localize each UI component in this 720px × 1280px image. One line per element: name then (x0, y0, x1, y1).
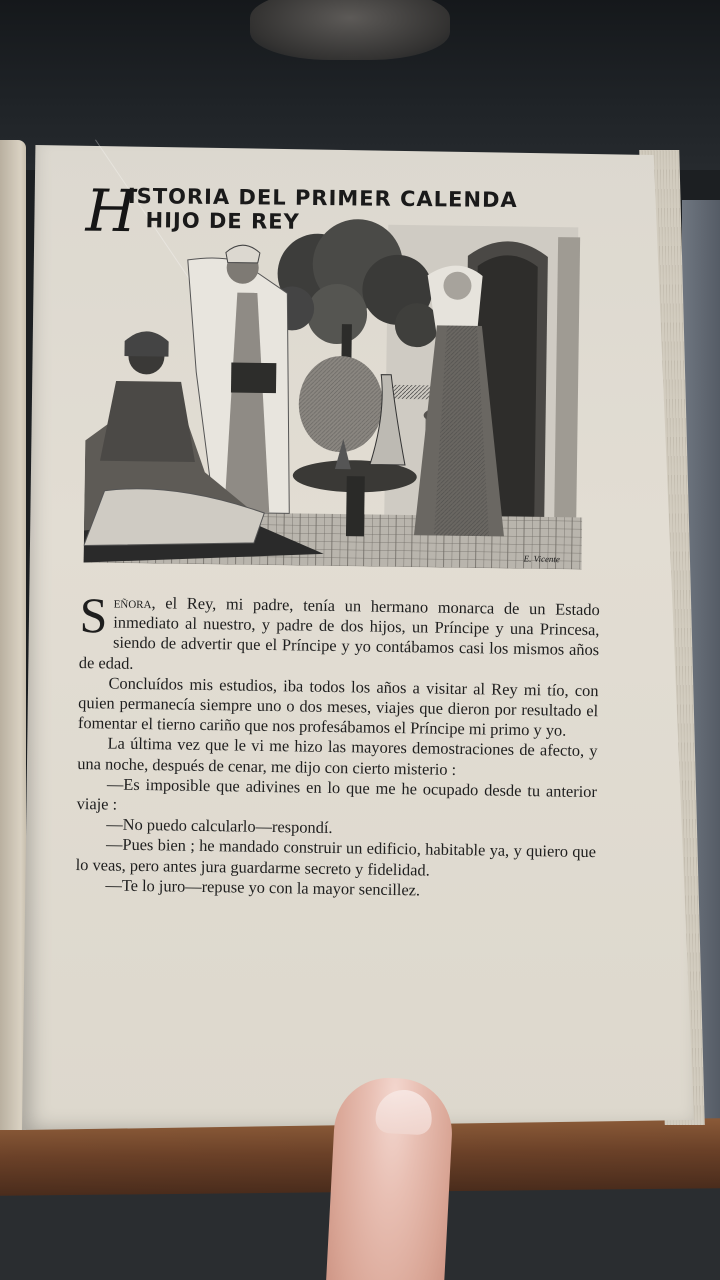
left-page-edge (0, 140, 26, 1130)
paragraph-4: —Es imposible que adivines en lo que me he ocupado desde tu anterior viaje : (76, 774, 598, 814)
title-line-1: ISTORIA DEL PRIMER CALENDA (127, 184, 518, 213)
title-line-2: HIJO DE REY (145, 208, 300, 234)
paragraph-6: —Pues bien ; he mandado construir un edificio, habitable ya, y quiero que lo veas, pero antes jura guardarme secreto y fidelidad. (75, 834, 597, 880)
paragraph-5: —No puedo calcularlo—respondí. (106, 814, 333, 838)
illustration-signature: E. Vicente (523, 553, 561, 565)
paragraph-1-text: , el Rey, mi padre, tenía un hermano monarca de un Estado inmediato al nuestro, y padre de dos hijos, un Príncipe y una Princesa, siendo de advertir que el Príncipe y yo contábamos casi los mismos años de edad. (78, 593, 600, 673)
body-text (75, 587, 600, 903)
drop-cap-letter: S (79, 587, 108, 644)
paragraph-2: Concluídos mis estudios, iba todos los años a visitar al Rey mi tío, con quien permanecía siempre uno o dos meses, viajes que dieron por resultado el fomentar el tierno cariño que nos profesábamos el Príncipe mi primo y yo. (77, 673, 599, 740)
paragraph-3: La última vez que le vi me hizo las mayores demostraciones de afecto, y una noche, después de cenar, me dijo con cierto misterio : (77, 733, 598, 779)
fabric-background (250, 0, 450, 60)
paragraph-1 (78, 587, 600, 681)
paragraph-7: —Te lo juro—repuse yo con la mayor sencillez. (105, 875, 421, 900)
first-word-smallcaps: eñora (113, 592, 152, 613)
title-initial-letter: H (85, 176, 138, 246)
chapter-illustration (84, 211, 587, 570)
